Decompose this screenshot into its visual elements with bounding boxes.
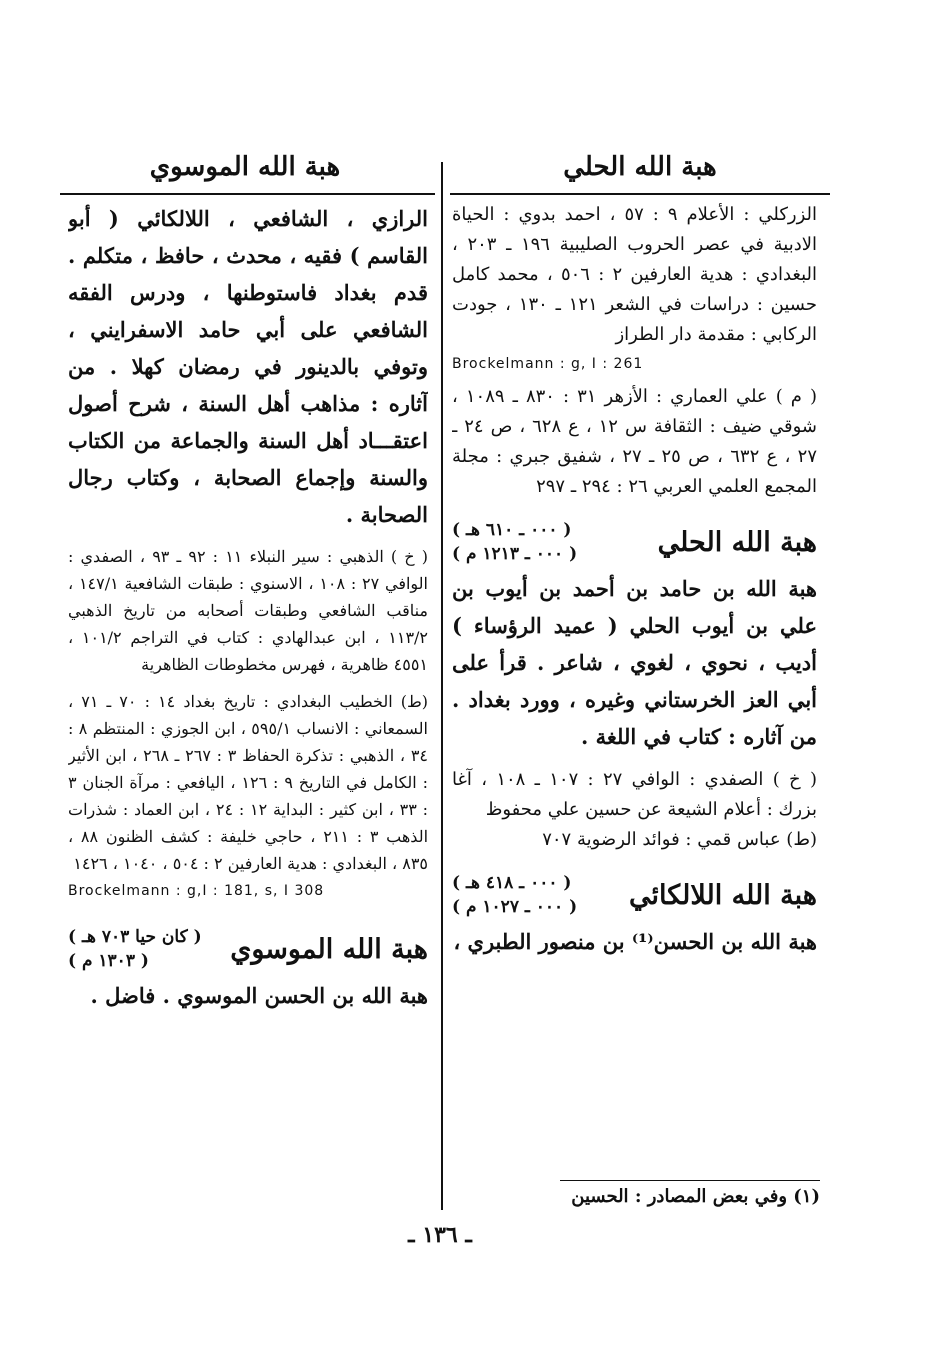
column-divider	[441, 162, 443, 1210]
entry-title: هبة الله اللالكائي	[628, 879, 817, 911]
entry-heading	[452, 871, 817, 919]
header-rule-right	[450, 193, 830, 195]
right-column	[452, 200, 817, 1210]
date-gregorian: ( ٠٠٠ ـ ١٢١٣ م )	[452, 544, 578, 564]
date-hijri: ( كان حيا ٧٠٣ هـ )	[68, 927, 202, 947]
entry-heading	[452, 518, 817, 566]
page-number: ـ ١٣٦ ـ	[408, 1222, 472, 1248]
date-hijri: ( ٠٠٠ ـ ٤١٨ هـ )	[452, 873, 572, 893]
latin-reference: Brockelmann : g,I : 181, s, I 308	[68, 883, 325, 899]
references-kh-paragraph: ( خ ) الصفدي : الوافي ٢٧ : ١٠٧ ـ ١٠٨ ، آغا بزرك : أعلام الشيعة عن حسين علي محفوظ	[452, 769, 817, 820]
date-hijri: ( ٠٠٠ ـ ٦١٠ هـ )	[452, 520, 572, 540]
date-gregorian: ( ١٣٠٣ م )	[68, 951, 149, 971]
entry-dates	[452, 518, 577, 566]
footnote-rule	[560, 1180, 820, 1181]
entry-title: هبة الله الحلي	[657, 526, 817, 558]
sources-paragraph: الزركلي : الأعلام ٩ : ٥٧ ، احمد بدوي : الحياة الادبية في عصر الحروب الصليبية ١٩٦ ـ ٢٠٣ ، البغدادي : هدية العارفين ٢ : ٥٠٦ ، محمد كامل حسين : دراسات في الشعر ١٢١ ـ ١٣٠ ، جودت الركابي : مقدمة دار الطراز	[452, 204, 817, 345]
references-t-paragraph: (ط) الخطيب البغدادي : تاريخ بغداد ١٤ : ٧٠ ـ ٧١ ، السمعاني : الانساب ٥٩٥/١ ، ابن الجوزي : المنتظم ٨ : ٣٤ ، الذهبي : تذكرة الحفاظ ٣ : ٢٦٧ ـ ٢٦٨ ، ابن الأثير : الكامل في التاريخ ٩ : ١٢٦ ، اليافعي : مرآة الجنان ٣ : ٣٣ ، ابن كثير : البداية ١٢ : ٢٤ ، ابن العماد : شذرات الذهب ٣ : ٢١١ ، حاجي خليفة : كشف الظنون ٨٨ ، ٨٣٥ ، البغدادي : هدية العارفين ٢ : ٥٠٤ ، ١٠٤٠ ، ١٤٢٦	[68, 692, 428, 873]
date-gregorian: ( ٠٠٠ ـ ١٠٢٧ م )	[452, 897, 578, 917]
references-m-paragraph: ( م ) علي العماري : الأزهر ٣١ : ٨٣٠ ـ ١٠٨٩ ، شوقي ضيف : الثقافة س ١٢ ، ع ٦٢٨ ، ص ٢٤ ـ ٢٧ ، ع ٦٣٢ ، ص ٢٥ ـ ٢٧ ، شفيق جبري : مجلة المجمع العلمي العربي ٢٦ : ٢٩٤ ـ ٢٩٧	[452, 386, 817, 497]
entry-body: هبة الله بن الحسن⁽¹⁾ بن منصور الطبري ،	[453, 929, 817, 954]
running-header-left: هبة الله الموسوي	[149, 152, 341, 182]
entry-title: هبة الله الموسوي	[230, 933, 428, 965]
references-t-paragraph: (ط) عباس قمي : فوائد الرضوية ٧٠٧	[542, 829, 817, 850]
entry-dates	[452, 871, 577, 919]
biography-paragraph: الرازي ، الشافعي ، اللالكائي ( أبو القاسم ) فقيه ، محدث ، حافظ ، متكلم . قدم بغداد فاستوطنها ، ودرس الفقه الشافعي على أبي حامد الاسفرايني ، وتوفي بالدينور في رمضان كهلا . من آثاره : مذاهب أهل السنة ، شرح أصول اعتقـــاد أهل السنة والجماعة من الكتاب والسنة وإجماع الصحابة ، وكتاب رجال الصحابة .	[68, 206, 428, 527]
latin-reference: Brockelmann : g, I : 261	[452, 356, 644, 372]
running-header-right: هبة الله الحلي	[563, 152, 717, 182]
header-rule-left	[60, 193, 435, 195]
entry-dates	[68, 925, 202, 973]
entry-body: هبة الله بن حامد بن أحمد بن أيوب بن علي بن أيوب الحلي ( عميد الرؤساء ) أديب ، نحوي ، لغوي ، شاعر . قرأ على أبي العز الخرستاني وغيره ، وورد بغداد . من آثاره : كتاب في اللغة .	[452, 576, 817, 749]
footnote: (١) وفي بعض المصادر : الحسين	[571, 1186, 820, 1207]
references-kh-paragraph: ( خ ) الذهبي : سير النبلاء ١١ : ٩٢ ـ ٩٣ ، الصفدي : الوافي ٢٧ : ١٠٨ ، الاسنوي : طبقات الشافعية ١٤٧/١ ، مناقب الشافعي وطبقات أصحابه من تاريخ الذهبي ١١٣/٢ ، ابن عبدالهادي : كتاب في التراجم ١٠١/٢ ، ٤٥٥١ ظاهرية ، فهرس مخطوطات الظاهرية	[68, 547, 428, 674]
entry-body: هبة الله بن الحسن الموسوي . فاضل .	[90, 983, 428, 1008]
entry-heading	[68, 925, 428, 973]
left-column	[68, 200, 428, 1210]
